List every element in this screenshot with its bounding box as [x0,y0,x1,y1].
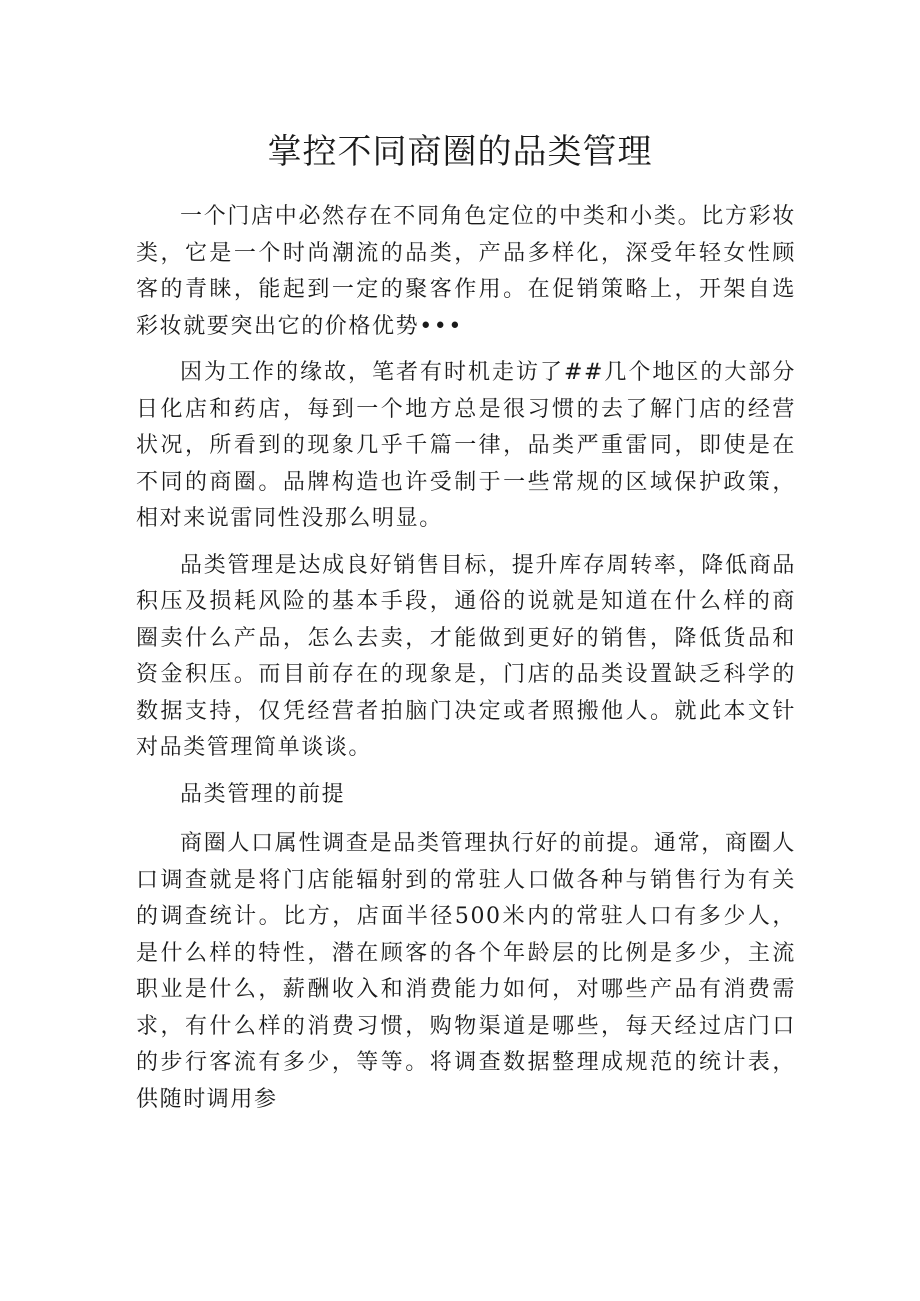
paragraph-intro: 一个门店中必然存在不同角色定位的中类和小类。比方彩妆类，它是一个时尚潮流的品类，产品多样化，深受年轻女性顾客的青睐，能起到一定的聚客作用。在促销策略上，开架自选彩妆就要突出它的价格优势••• [136,204,796,339]
paragraph-observation: 因为工作的缘故，笔者有时机走访了##几个地区的大部分日化店和药店，每到一个地方总是很习惯的去了解门店的经营状况，所看到的现象几乎千篇一律，品类严重雷同，即使是在不同的商圈。品牌构造也许受制于一些常规的区域保护政策，相对来说雷同性没那么明显。 [136,360,796,531]
document-body [136,199,796,1128]
section-heading: 品类管理的前提 [180,781,346,807]
paragraph-survey: 商圈人口属性调查是品类管理执行好的前提。通常，商圈人口调查就是将门店能辐射到的常驻人口做各种与销售行为有关的调查统计。比方，店面半径500米内的常驻人口有多少人，是什么样的特性，潜在顾客的各个年龄层的比例是多少，主流职业是什么，薪酬收入和消费能力如何，对哪些产品有消费需求，有什么样的消费习惯，购物渠道是哪些，每天经过店门口的步行客流有多少，等等。将调查数据整理成规范的统计表，供随时调用参 [136,831,796,1112]
paragraph-purpose: 品类管理是达成良好销售目标，提升库存周转率，降低商品积压及损耗风险的基本手段，通俗的说就是知道在什么样的商圈卖什么产品，怎么去卖，才能做到更好的销售，降低货品和资金积压。而目前存在的现象是，门店的品类设置缺乏科学的数据支持，仅凭经营者拍脑门决定或者照搬他人。就此本文针对品类管理简单谈谈。 [136,552,796,760]
document-title: 掌控不同商圈的品类管理 [267,132,653,172]
